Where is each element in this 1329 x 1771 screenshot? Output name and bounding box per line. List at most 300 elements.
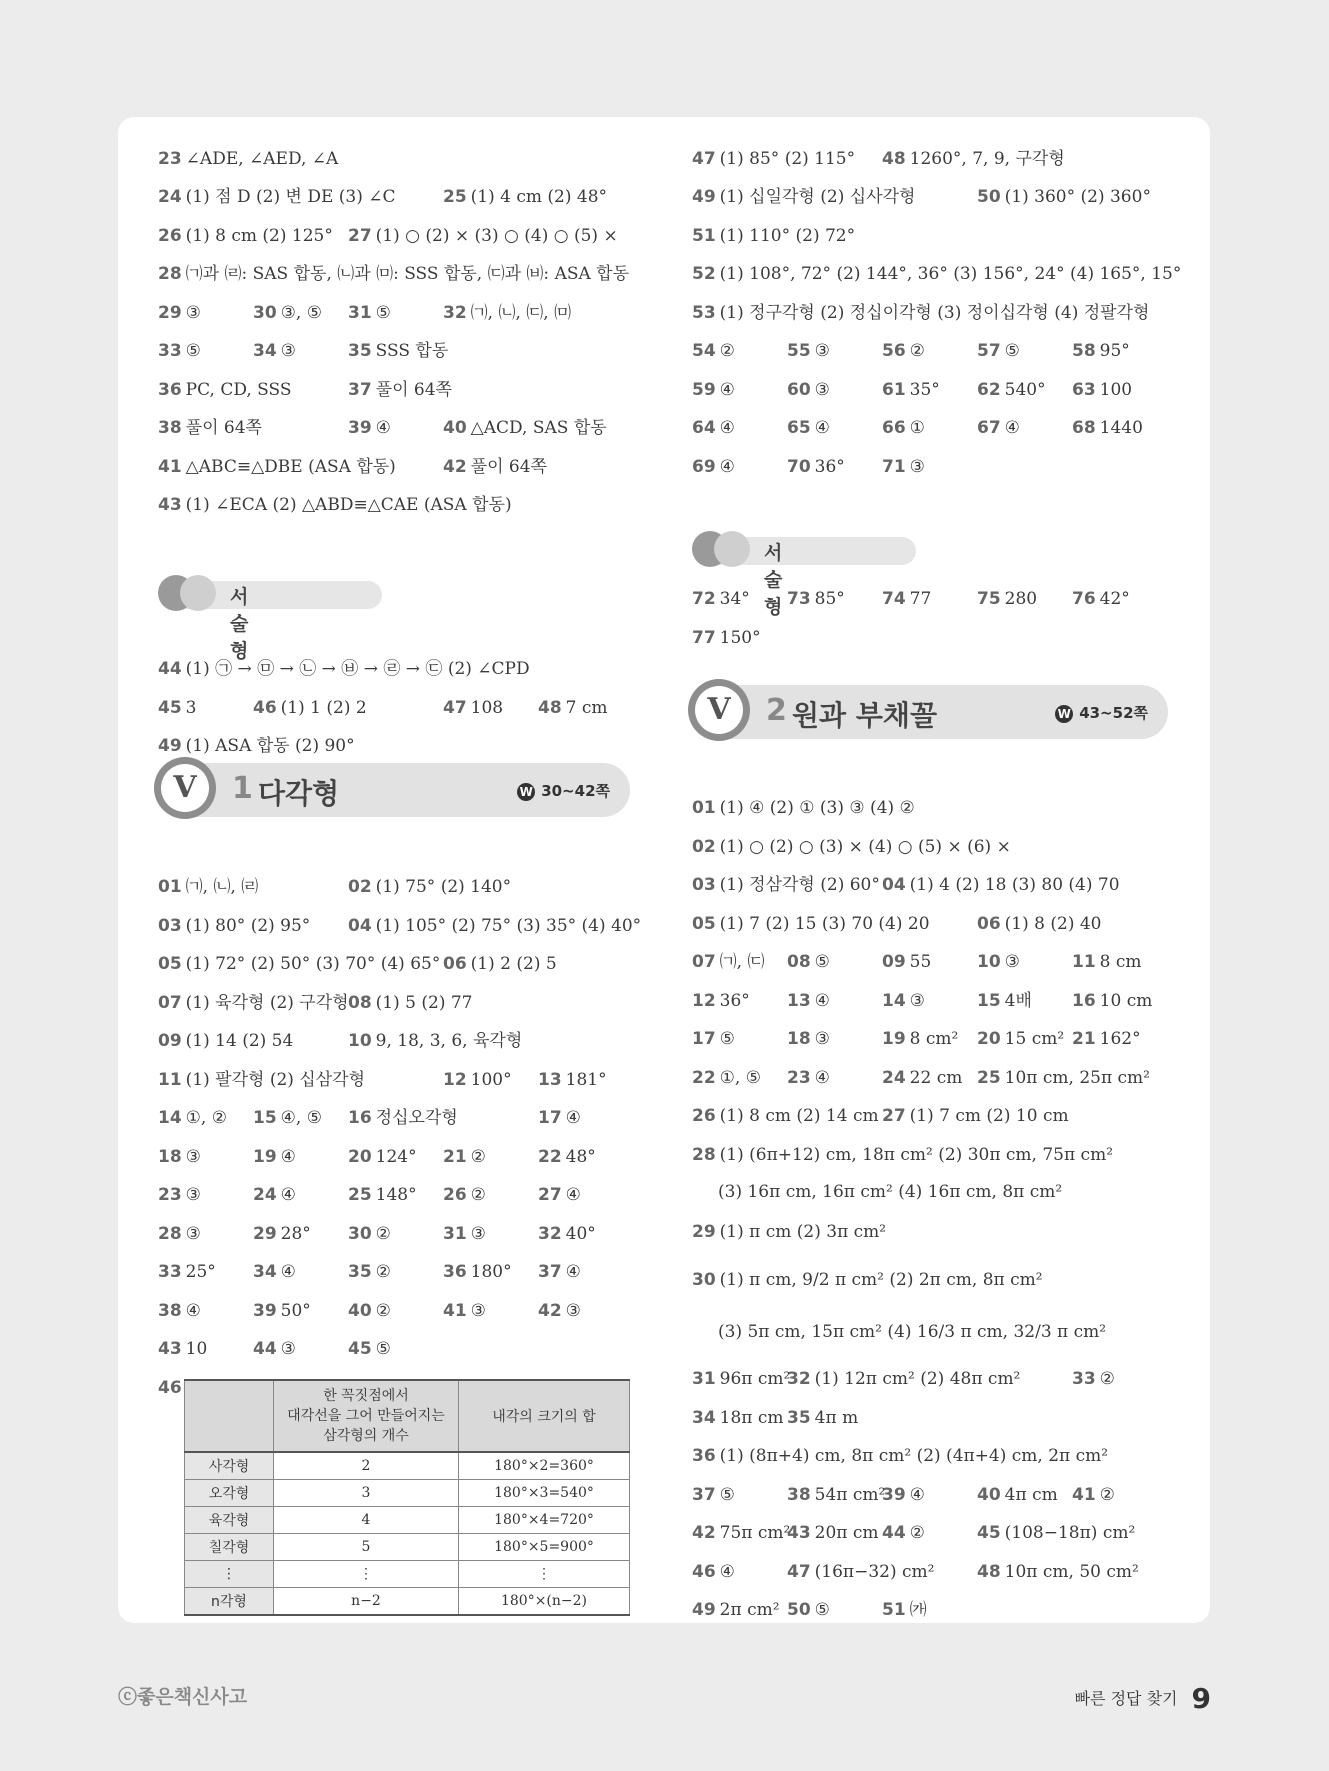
answer-text: (1) 12π cm² (2) 48π cm² [814,1369,1021,1389]
question-number: 64 [692,418,716,438]
question-number: 39 [348,418,372,438]
answer-item [1072,950,1142,974]
answer-text: ④ [280,1147,296,1167]
answer-row [158,1068,644,1094]
question-number: 19 [882,1029,906,1049]
answer-text: (1) 팔각형 (2) 십삼각형 [185,1070,365,1090]
answer-item [787,1598,830,1622]
answer-row [158,1029,644,1055]
answer-text: ③ [565,1301,581,1321]
question-number: 37 [692,1485,716,1505]
answer-text: 148° [375,1185,417,1205]
section-pages: W 43~52쪽 [1055,702,1148,723]
answer-text: (1) ㉠ → ㉤ → ㉡ → ㉥ → ㉣ → ㉢ (2) ∠CPD [185,659,530,679]
answer-text: (1) 8 (2) 40 [1004,914,1102,934]
question-number: 14 [882,991,906,1011]
answer-item [977,1027,1064,1051]
answer-text: (1) 75° (2) 140° [375,877,512,897]
answer-row [692,1521,1182,1547]
answer-item [443,1068,512,1092]
answer-text: (1) 85° (2) 115° [719,149,856,169]
table-cell: ⋮ [274,1561,459,1588]
table-row [185,1561,630,1588]
question-number: 48 [538,698,562,718]
answer-item [158,1222,201,1246]
answer-text: ④ [280,1262,296,1282]
page-number: 9 [1191,1682,1211,1715]
answer-text: 1260°, 7, 9, 구각형 [909,149,1065,169]
answer-item [692,796,915,820]
answer-item [348,416,391,440]
answer-row [692,1180,1182,1206]
question-number: 07 [692,952,716,972]
answer-text: ∠ADE, ∠AED, ∠A [185,149,339,169]
question-number: 16 [348,1108,372,1128]
answer-item [1072,989,1152,1013]
answer-item [692,262,1181,286]
answer-text: 2π cm² [719,1600,780,1620]
answer-text: ③ [185,1224,201,1244]
answer-item [253,339,296,363]
question-number: 04 [348,916,372,936]
question-number: 19 [253,1147,277,1167]
question-number: 49 [158,736,182,756]
answer-item [158,1029,293,1053]
answer-row [158,875,644,901]
answer-text: 48° [565,1147,596,1167]
answer-text: 10 cm [1099,991,1153,1011]
answer-item [692,1483,735,1507]
answer-text: ② [375,1262,391,1282]
question-number: 41 [1072,1485,1096,1505]
question-number: 46 [692,1562,716,1582]
question-number: 54 [692,341,716,361]
question-number: 44 [158,659,182,679]
question-number: 03 [158,916,182,936]
answer-item [1072,1483,1115,1507]
answer-text: (1) 105° (2) 75° (3) 35° (4) 40° [375,916,642,936]
answer-row [692,1104,1182,1130]
answer-item [692,989,750,1013]
answer-item [538,1260,581,1284]
answer-row [158,914,644,940]
answer-item [158,147,338,171]
answer-item [158,1145,201,1169]
answer-item [1072,1027,1141,1051]
question-number: 10 [348,1031,372,1051]
question-number: 28 [158,264,182,284]
answer-item [253,1183,296,1207]
answer-text: SSS 합동 [375,341,449,361]
answer-item [977,1560,1139,1584]
subsection-circle-icon [180,575,216,611]
question-number: 76 [1072,589,1096,609]
answer-item [692,339,735,363]
question-number: 60 [787,380,811,400]
section-header-circle [692,685,1168,739]
answer-text: ④ [375,418,391,438]
table-row [185,1480,630,1507]
answer-text: (1) 110° (2) 72° [719,226,856,246]
question-number: 47 [787,1562,811,1582]
question-number: 23 [787,1068,811,1088]
answer-item [882,339,925,363]
answer-item [787,1483,885,1507]
table-cell: 3 [274,1480,459,1507]
answer-text: (108−18π) cm² [1004,1523,1136,1543]
question-number: 32 [787,1369,811,1389]
question-number: 26 [443,1185,467,1205]
answer-item [787,989,830,1013]
answer-item [158,1260,216,1284]
table-row [185,1534,630,1561]
answer-row [692,1406,1182,1432]
answer-item [692,301,1149,325]
answer-row [692,1220,1182,1246]
answer-text: 풀이 64쪽 [185,418,262,438]
question-number: 57 [977,341,1001,361]
question-number: 51 [692,226,716,246]
answer-item [443,952,557,976]
answer-item [692,224,855,248]
table-row-header: 오각형 [185,1480,274,1507]
answer-text: ③ [185,1185,201,1205]
answer-item [348,1145,417,1169]
answer-row [158,657,644,683]
question-number: 13 [787,991,811,1011]
answer-item [348,301,391,325]
answer-row [158,224,644,250]
answer-item [348,1106,458,1130]
question-number: 35 [787,1408,811,1428]
question-number: 35 [348,341,372,361]
answer-text: ③, ⑤ [280,303,322,323]
answer-item [538,1106,581,1130]
answer-item [977,912,1102,936]
answer-item [692,626,761,650]
answer-item [718,1320,1106,1344]
section-number: 1 [232,771,253,806]
question-number: 44 [253,1339,277,1359]
question-number: 51 [882,1600,906,1620]
question-number: 13 [538,1070,562,1090]
answer-item [977,1483,1058,1507]
table-46 [184,1379,630,1616]
answer-item [1072,587,1130,611]
answer-text: 8 cm² [909,1029,959,1049]
answer-item [538,1299,581,1323]
question-number: 31 [692,1369,716,1389]
answer-item [718,1180,1062,1204]
question-number: 43 [787,1523,811,1543]
question-number: 24 [158,187,182,207]
answer-item [158,952,440,976]
answer-item [977,185,1151,209]
question-number: 17 [692,1029,716,1049]
answer-item [158,339,201,363]
answer-text: ⑤ [719,1485,735,1505]
question-number: 04 [882,875,906,895]
question-number: 52 [692,264,716,284]
question-number: 18 [787,1029,811,1049]
answer-text: (1) 7 (2) 15 (3) 70 (4) 20 [719,914,930,934]
question-number: 48 [882,149,906,169]
answer-text: 35° [909,380,940,400]
answer-item [253,301,322,325]
answer-item [158,262,629,286]
question-number: 30 [253,303,277,323]
answer-item [1072,416,1143,440]
question-number: 22 [538,1147,562,1167]
answer-item [158,1183,201,1207]
question-number: 25 [443,187,467,207]
answer-item [253,1106,322,1130]
answer-item [443,1299,486,1323]
table-cell: 180°×5=900° [459,1534,630,1561]
answer-item [158,696,197,720]
answer-item [692,1027,735,1051]
answer-item [692,455,735,479]
question-number: 62 [977,380,1001,400]
answer-text: ④ [909,1485,925,1505]
question-number: 77 [692,628,716,648]
answer-row [158,1183,644,1209]
table-cell: ⋮ [459,1561,630,1588]
answer-text: (1) π cm (2) 3π cm² [719,1222,887,1242]
answer-item [158,914,310,938]
answer-item [158,493,512,517]
answer-row [158,696,644,722]
answer-item [787,1560,934,1584]
footer-label: 빠른 정답 찾기 [1074,1689,1178,1708]
answer-text: ④ [1004,418,1020,438]
answer-text: ② [1099,1485,1115,1505]
table-cell: 180°×(n−2) [459,1588,630,1616]
question-number: 46 [253,698,277,718]
answer-text: (1) π cm, 9/2 π cm² (2) 2π cm, 8π cm² [719,1270,1043,1290]
answer-item [692,1143,1113,1167]
answer-text: 54π cm² [814,1485,886,1505]
answer-item [158,991,349,1015]
question-number: 29 [253,1224,277,1244]
question-number: 20 [977,1029,1001,1049]
answer-item [692,147,855,171]
answer-text: (1) 정삼각형 (2) 60° [719,875,880,895]
answer-text: ㈀, ㈁, ㈃ [185,877,259,897]
answer-item [882,1521,925,1545]
question-number: 27 [348,226,372,246]
question-number: 42 [538,1301,562,1321]
question-number: 14 [158,1108,182,1128]
subsection-label: 서술형 [230,586,249,662]
answer-text: ㈀과 ㈃: SAS 합동, ㈁과 ㈄: SSS 합동, ㈂과 ㈅: ASA 합동 [185,264,630,284]
table-row [185,1588,630,1616]
answer-text: ③ [814,1029,830,1049]
question-number: 42 [443,457,467,477]
question-number: 53 [692,303,716,323]
w-badge-icon: W [1055,705,1073,723]
answer-text: ④ [719,457,735,477]
answer-text: (1) 8 cm (2) 125° [185,226,333,246]
answer-item [348,224,618,248]
answer-text: (1) 8 cm (2) 14 cm [719,1106,879,1126]
answer-item [787,950,830,974]
question-number: 24 [882,1068,906,1088]
question-number: 39 [882,1485,906,1505]
table-cell: 180°×4=720° [459,1507,630,1534]
question-number: 68 [1072,418,1096,438]
answer-item [977,416,1020,440]
answer-row [692,1027,1182,1053]
answer-row [158,734,644,760]
answer-text: (1) 육각형 (2) 구각형 [185,993,349,1013]
question-number: 21 [1072,1029,1096,1049]
answer-item [692,1521,790,1545]
answer-item [977,950,1020,974]
answer-text: 15 cm² [1004,1029,1065,1049]
answer-item [348,1299,391,1323]
answer-text: 181° [565,1070,607,1090]
question-number: 28 [158,1224,182,1244]
question-number: 31 [348,303,372,323]
table-row [185,1452,630,1480]
answer-row [692,1444,1182,1470]
question-number: 28 [692,1145,716,1165]
answer-text: ⑤ [1004,341,1020,361]
answer-text: △ACD, SAS 합동 [470,418,607,438]
answer-item [692,1104,879,1128]
answer-item [787,1066,830,1090]
answer-item [882,1598,927,1622]
answer-row [692,1268,1182,1294]
question-number: 09 [158,1031,182,1051]
question-number: 50 [977,187,1001,207]
answer-text: ㈀, ㈂ [719,952,765,972]
table-cell: 2 [274,1452,459,1480]
question-number: 23 [158,149,182,169]
answer-item [443,1145,486,1169]
section-title: 다각형 [258,777,340,810]
question-number: 73 [787,589,811,609]
question-number: 38 [158,1301,182,1321]
answer-item [348,1222,391,1246]
answer-text: 50° [280,1301,311,1321]
subsection-label: 서술형 [764,542,783,618]
question-number: 23 [158,1185,182,1205]
answer-text: 풀이 64쪽 [470,457,547,477]
answer-item [348,991,473,1015]
answer-text: 8 cm [1099,952,1142,972]
answer-item [882,989,925,1013]
answer-text: ② [909,1523,925,1543]
question-number: 30 [692,1270,716,1290]
answer-text: ①, ⑤ [719,1068,761,1088]
answer-text: ⑤ [814,952,830,972]
answer-row [158,1260,644,1286]
answer-row [692,873,1182,899]
answer-item [977,339,1020,363]
answer-item [253,1299,311,1323]
answer-row [692,262,1182,288]
answer-item [692,950,764,974]
question-number: 33 [1072,1369,1096,1389]
answer-item [787,1521,879,1545]
answer-text: 풀이 64쪽 [375,380,452,400]
answer-item [253,696,367,720]
answer-row [158,1376,644,1402]
table-row-header: 사각형 [185,1452,274,1480]
answer-text: (1) (6π+12) cm, 18π cm² (2) 30π cm, 75π cm² [719,1145,1114,1165]
answer-item [253,1222,311,1246]
question-number: 11 [1072,952,1096,972]
answer-item [882,1027,958,1051]
answer-item [443,185,607,209]
answer-text: 28° [280,1224,311,1244]
answer-row [692,1367,1182,1393]
answer-row [692,224,1182,250]
question-number: 36 [158,380,182,400]
answer-text: (1) ∠ECA (2) △ABD≡△CAE (ASA 합동) [185,495,512,515]
answer-text: ② [470,1185,486,1205]
roman-badge-icon: V [688,679,750,741]
answer-text: (1) 108°, 72° (2) 144°, 36° (3) 156°, 24° (4) 165°, 15° [719,264,1182,284]
table-header-sum: 내각의 크기의 합 [459,1380,630,1452]
answer-text: ④ [814,418,830,438]
question-number: 59 [692,380,716,400]
answer-text: 10π cm, 50 cm² [1004,1562,1139,1582]
question-number: 34 [253,341,277,361]
answer-item [692,587,750,611]
answer-text: 34° [719,589,750,609]
answer-row [692,950,1182,976]
answer-text: (1) ASA 합동 (2) 90° [185,736,355,756]
question-number: 21 [443,1147,467,1167]
answer-text: ② [909,341,925,361]
answer-item [158,455,396,479]
question-number: 45 [348,1339,372,1359]
answer-text: 4배 [1004,991,1032,1011]
answer-row [692,147,1182,173]
answer-item [538,1183,581,1207]
question-number: 67 [977,418,1001,438]
answer-text: ④ [565,1262,581,1282]
answer-item [882,378,940,402]
answer-text: PC, CD, SSS [185,380,292,400]
answer-text: ③ [909,457,925,477]
table-cell: n−2 [274,1588,459,1616]
answer-item [538,1222,596,1246]
answer-item [692,1560,735,1584]
question-number: 03 [692,875,716,895]
answer-text: ② [375,1224,391,1244]
answer-row [692,455,1182,481]
question-number: 45 [977,1523,1001,1543]
answer-text: ③ [1004,952,1020,972]
answer-text: (1) ○ (2) × (3) ○ (4) ○ (5) × [375,226,618,246]
answer-text: 정십오각형 [375,1108,458,1128]
answer-text: 540° [1004,380,1046,400]
answer-text: (1) 십일각형 (2) 십사각형 [719,187,916,207]
answer-text: 124° [375,1147,417,1167]
answer-text: ㈎ [909,1600,927,1620]
answer-text: ④ [280,1185,296,1205]
answer-item [158,1106,227,1130]
answer-text: 100° [470,1070,512,1090]
subsection-circle-icon [714,531,750,567]
answer-item [443,1183,486,1207]
answer-row [692,587,1182,613]
answer-text: ③ [185,303,201,323]
